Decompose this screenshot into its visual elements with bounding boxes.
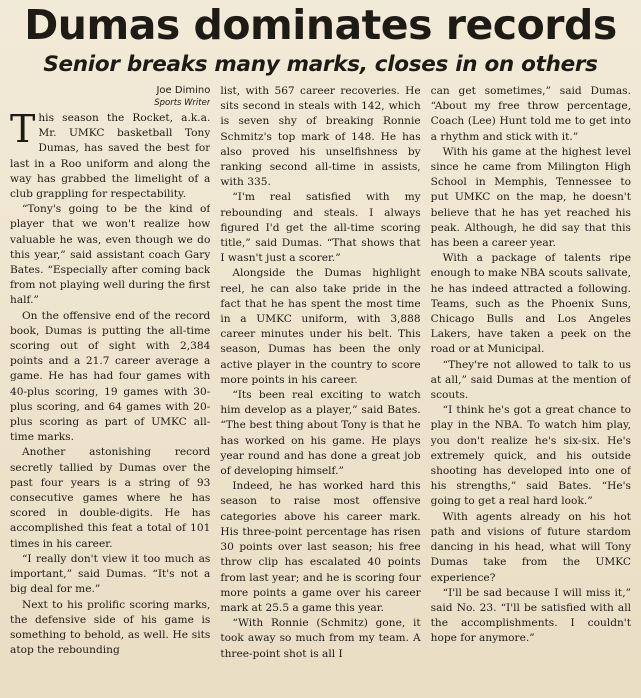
column-2: [220, 84, 420, 694]
column-3: [431, 84, 631, 694]
paragraph: Indeed, he has worked hard this season to raise most offensive categories above his career mark. His three-point percentage has risen 30 points over last season; his free throw clip has escalated 40 points from last year; and he is scoring four more points a game over his career mark at 25.5 a game this year.: [220, 480, 421, 614]
paragraph: With a package of talents ripe enough to make NBA scouts salivate, he has indeed attracted a following. Teams, such as the Phoenix Suns, Chicago Bulls and Los Angeles Lakers, have taken a peek on the road or at Municipal.: [430, 252, 631, 356]
paragraph: Another astonishing record secretly tallied by Dumas over the past four years is a string of 93 consecutive games where he has scored in double-digits. He has accomplished this feat a total of 101 times in his career.: [10, 446, 211, 550]
paragraph: “Tony's going to be the kind of player that we won't realize how valuable he was, even though we do this year,” said assistant coach Gary Bates. “Especially after coming back from not playing well during the first half.”: [10, 203, 211, 307]
headline: Dumas dominates records: [24, 1, 617, 49]
paragraph: “With Ronnie (Schmitz) gone, it took away so much from my team. A three-point shot is all I: [220, 617, 421, 660]
lead-text: his season the Rocket, a.k.a. Mr. UMKC basketball Tony Dumas, has saved the best for last in a Roo uniform and along the way has grabbed the limelight of a club grappling for respectability.: [10, 112, 211, 201]
byline-author: Joe Dimino: [156, 85, 211, 96]
paragraph: “I'll be sad because I will miss it,” said No. 23. “I'll be satisfied with all the accomplishments. I couldn't hope for anymore.”: [430, 586, 631, 645]
paragraph: “I'm real satisfied with my rebounding and steals. I always figured I'd get the all-time scoring title,” said Dumas. “That shows that I wasn't just a scorer.”: [220, 191, 421, 265]
paragraph: With agents already on his hot path and visions of future stardom dancing in his head, what will Tony Dumas take from the UMKC experience?: [430, 510, 631, 584]
paragraph: Alongside the Dumas highlight reel, he can also take pride in the fact that he has spent the most time in a UMKC uniform, with 3,888 career minutes under his belt. This season, Dumas has been the only active player in the country to score more points in his career.: [220, 267, 421, 386]
paragraph: “Its been real exciting to watch him develop as a player,” said Bates. “The best thing about Tony is that he has worked on his game. He plays year round and has done a great job of developing himself.”: [220, 389, 421, 478]
paragraph-continued: list, with 567 career recoveries. He sits second in steals with 142, which is seven shy of breaking Ronnie Schmitz's top mark of 148. He has also proved his unselfishness by ranking second all-time in assists, with 335.: [220, 85, 421, 189]
paragraph: On the offensive end of the record book, Dumas is putting the all-time scoring out of sight with 2,384 points and a 21.7 career average a game. He has had four games with 40-plus scoring, 19 games with 30-plus scoring, and 64 games with 20-plus scoring as part of UMKC all-time marks.: [10, 309, 211, 444]
paragraph: “I really don't view it too much as important,” said Dumas. “It's not a big deal for me.”: [10, 552, 211, 596]
paragraph-continued: can get sometimes,” said Dumas. “About my free throw percentage, Coach (Lee) Hunt told me to get into a rhythm and stick with it.”: [430, 85, 631, 143]
drop-cap: T: [10, 107, 36, 151]
byline-title: Sports Writer: [154, 98, 211, 108]
paragraph: Next to his prolific scoring marks, the defensive side of his game is something to behold, as well. He sits atop the rebounding: [10, 598, 211, 657]
lead-paragraph: [10, 107, 211, 202]
paragraph: With his game at the highest level since he came from Milington High School in Memphis, Tennessee to put UMKC on the map, he doesn't believe that he has yet reached his peak. Although, he did say that this has been a career year.: [430, 145, 631, 250]
paragraph: “They're not allowed to talk to us at all,” said Dumas at the mention of scouts.: [430, 358, 631, 402]
column-1: [10, 84, 210, 694]
paragraph: “I think he's got a great chance to play in the NBA. To watch him play, you don't realize he's six-six. He's extremely quick, and his outside shooting has developed into one of his strengths,” said Bates. “He's going to get a real hard look.”: [430, 404, 631, 508]
article-body: [10, 84, 631, 694]
subheadline: Senior breaks many marks, closes in on others: [43, 52, 598, 77]
